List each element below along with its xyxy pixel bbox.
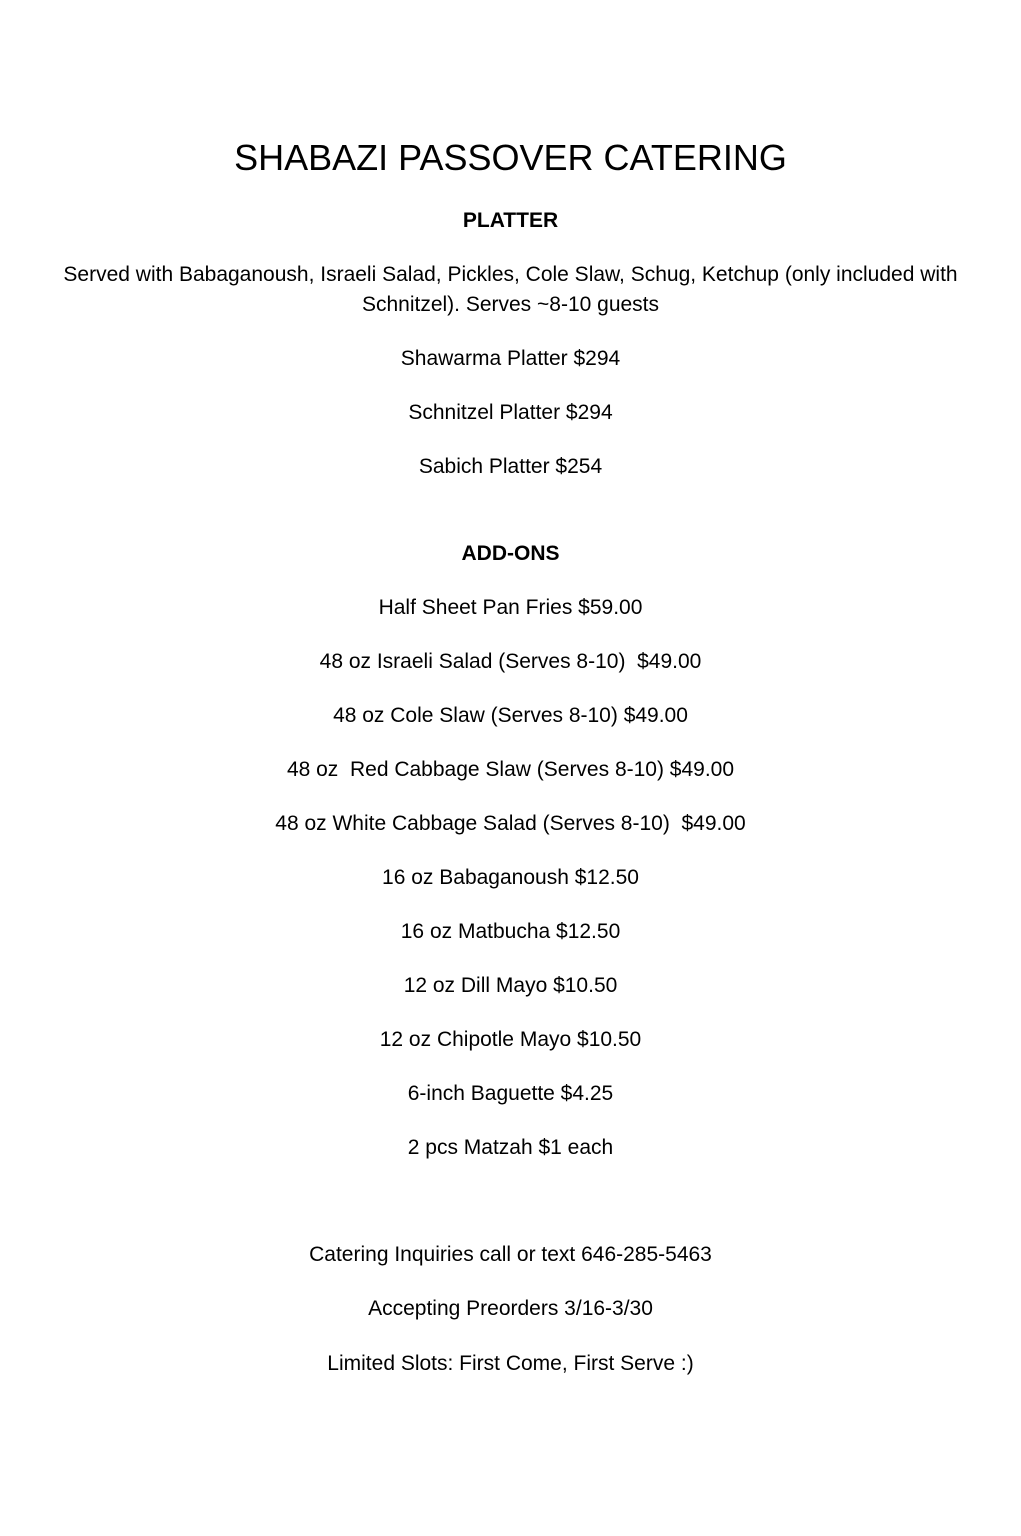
- limited-slots-text: Limited Slots: First Come, First Serve :): [327, 1352, 694, 1375]
- catering-inquiries-text: Catering Inquiries call or text 646-285-5463: [309, 1243, 712, 1266]
- addon-item: Half Sheet Pan Fries $59.00: [378, 596, 643, 619]
- addon-item: 48 oz Red Cabbage Slaw (Serves 8-10) $49.00: [286, 758, 735, 781]
- addon-item: 48 oz White Cabbage Salad (Serves 8-10) $49.00: [275, 812, 746, 835]
- platter-item-schnitzel: Schnitzel Platter $294: [408, 401, 613, 424]
- addon-item: 6-inch Baguette $4.25: [407, 1082, 614, 1105]
- preorder-dates-text: Accepting Preorders 3/16-3/30: [368, 1297, 653, 1320]
- addon-item: 16 oz Matbucha $12.50: [400, 920, 621, 943]
- platter-item-shawarma: Shawarma Platter $294: [400, 347, 621, 370]
- addon-item: 2 pcs Matzah $1 each: [407, 1136, 614, 1159]
- addon-item: 48 oz Cole Slaw (Serves 8-10) $49.00: [333, 704, 688, 727]
- addon-item: 12 oz Chipotle Mayo $10.50: [379, 1028, 642, 1051]
- platter-heading: PLATTER: [462, 209, 559, 232]
- page-title: SHABAZI PASSOVER CATERING: [234, 137, 787, 178]
- addon-item: 12 oz Dill Mayo $10.50: [403, 974, 618, 997]
- platter-description: Served with Babaganoush, Israeli Salad, Pickles, Cole Slaw, Schug, Ketchup (only included with Schnitzel). Serves ~8-10 guests: [63, 263, 958, 316]
- addon-item: 16 oz Babaganoush $12.50: [382, 866, 639, 889]
- addon-item: 48 oz Israeli Salad (Serves 8-10) $49.00: [319, 650, 702, 673]
- addons-heading: ADD-ONS: [461, 542, 560, 565]
- platter-item-sabich: Sabich Platter $254: [418, 455, 603, 478]
